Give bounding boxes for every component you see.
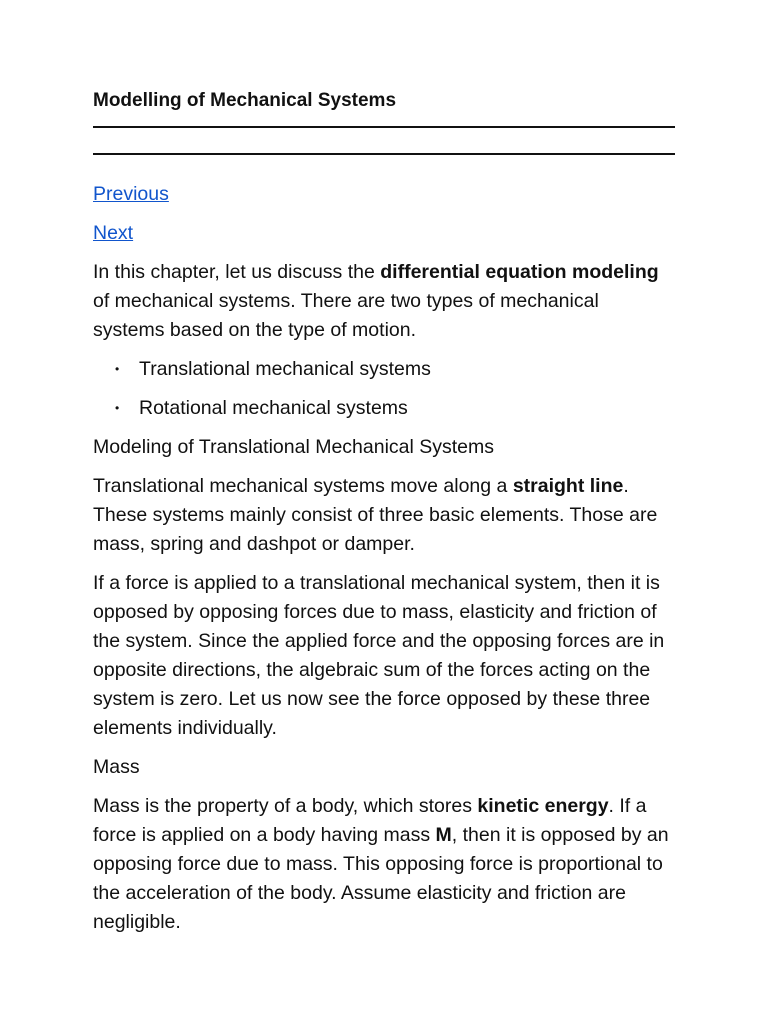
intro-paragraph bbox=[93, 258, 675, 345]
list-item-text: Translational mechanical systems bbox=[139, 358, 431, 380]
previous-link[interactable]: Previous bbox=[93, 183, 169, 205]
bold-term-straight-line: straight line bbox=[512, 475, 624, 497]
paragraph-text: Mass is the property of a body, which stores bbox=[93, 795, 478, 817]
paragraph-text: Translational mechanical systems move along a bbox=[93, 475, 513, 497]
bullet-icon: • bbox=[115, 401, 120, 415]
bold-term-mass-symbol: M bbox=[435, 824, 452, 846]
list-item-text: Rotational mechanical systems bbox=[139, 397, 408, 419]
translational-paragraph-2: If a force is applied to a translational mechanical system, then it is opposed by opposing forces due to mass, elasticity and friction of the system. Since the applied force and the opposing forces are in opposite directions, the algebraic sum of the forces acting on the system is zero. Let us now see the force opposed by these three elements individually. bbox=[93, 572, 665, 739]
next-link[interactable]: Next bbox=[93, 222, 134, 244]
paragraph-text: . These systems mainly consist of three basic elements. Those are mass, spring and dashpot or damper. bbox=[93, 475, 658, 555]
title-divider-bottom bbox=[93, 153, 675, 155]
title-divider-top bbox=[93, 126, 675, 128]
intro-text-1: In this chapter, let us discuss the bbox=[93, 261, 381, 283]
list-item bbox=[115, 394, 675, 423]
mass-paragraph bbox=[93, 792, 675, 937]
system-types-list bbox=[93, 355, 675, 423]
bold-term-kinetic-energy: kinetic energy bbox=[477, 795, 609, 817]
document-content bbox=[93, 88, 675, 937]
translational-paragraph-1 bbox=[93, 472, 675, 559]
intro-bold-term: differential equation modeling bbox=[380, 261, 659, 283]
paragraph-text: . If a force is applied on a body having mass bbox=[93, 795, 647, 846]
bullet-icon: • bbox=[115, 362, 120, 376]
document-title: Modelling of Mechanical Systems bbox=[93, 90, 397, 111]
paragraph-text: , then it is opposed by an opposing force due to mass. This opposing force is proportional to the acceleration of the body. Assume elasticity and friction are negligible. bbox=[93, 824, 669, 933]
section-heading-translational: Modeling of Translational Mechanical Systems bbox=[93, 436, 495, 458]
section-heading-mass: Mass bbox=[93, 756, 140, 778]
list-item bbox=[115, 355, 675, 384]
intro-text-2: of mechanical systems. There are two types of mechanical systems based on the type of motion. bbox=[93, 290, 599, 341]
